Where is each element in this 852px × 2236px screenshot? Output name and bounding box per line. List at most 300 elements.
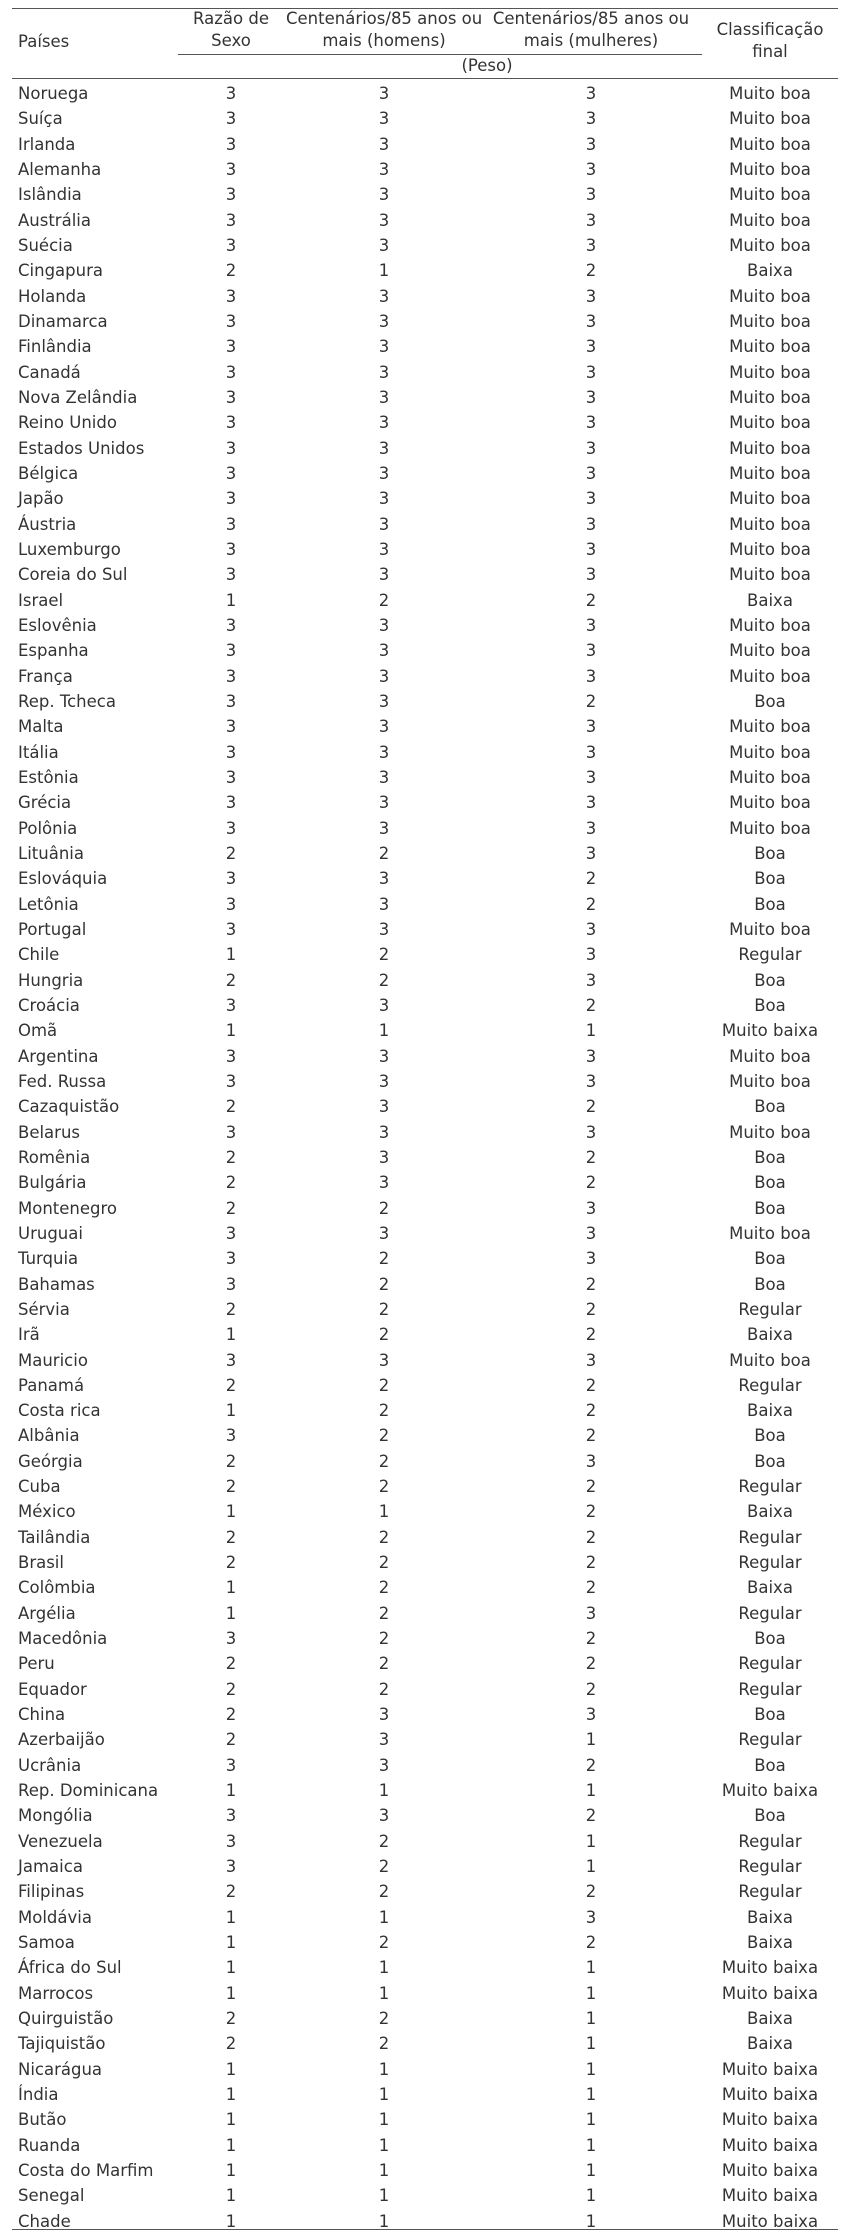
classification-cell: Boa xyxy=(754,1451,786,1471)
country-cell: Cuba xyxy=(18,1477,61,1497)
country-cell: Israel xyxy=(18,590,64,610)
country-cell: Costa do Marfim xyxy=(18,2161,154,2181)
sex-ratio-cell: 2 xyxy=(225,843,237,863)
sex-ratio-cell: 2 xyxy=(225,1477,237,1497)
classification-cell: Baixa xyxy=(747,1401,793,1421)
classification-cell: Muito boa xyxy=(729,565,811,585)
men-weight-cell: 3 xyxy=(378,1147,390,1167)
country-cell: Eslováquia xyxy=(18,869,108,889)
country-cell: Rep. Dominicana xyxy=(18,1781,159,1801)
men-weight-cell: 3 xyxy=(378,869,390,889)
header-centenarians-men: Centenários/85 anos ou mais (homens) xyxy=(286,9,483,50)
women-weight-cell: 3 xyxy=(585,1603,597,1623)
classification-cell: Regular xyxy=(738,1882,802,1902)
classification-cell: Boa xyxy=(754,1147,786,1167)
women-weight-cell: 3 xyxy=(585,1705,597,1725)
classification-cell: Muito baixa xyxy=(721,1781,819,1801)
classification-cell: Muito boa xyxy=(729,615,811,635)
country-cell: Estados Unidos xyxy=(18,438,145,458)
men-weight-cell: 3 xyxy=(378,210,390,230)
classification-cell: Muito boa xyxy=(729,185,811,205)
men-weight-cell: 2 xyxy=(378,1857,390,1877)
sex-ratio-cell: 1 xyxy=(225,2059,237,2079)
women-weight-cell: 1 xyxy=(585,1983,597,2003)
men-weight-cell: 1 xyxy=(378,2211,390,2231)
sex-ratio-cell: 3 xyxy=(225,818,237,838)
classification-cell: Muito boa xyxy=(729,641,811,661)
country-cell: Tajiquistão xyxy=(18,2034,106,2054)
women-weight-cell: 3 xyxy=(585,235,597,255)
women-weight-cell: 2 xyxy=(585,1401,597,1421)
women-weight-cell: 3 xyxy=(585,1071,597,1091)
men-weight-cell: 3 xyxy=(378,84,390,103)
classification-cell: Muito boa xyxy=(729,1350,811,1370)
men-weight-cell: 3 xyxy=(378,615,390,635)
men-weight-cell: 2 xyxy=(378,1401,390,1421)
men-weight-cell: 3 xyxy=(378,1071,390,1091)
sex-ratio-cell: 2 xyxy=(225,261,237,281)
women-weight-cell: 3 xyxy=(585,1249,597,1269)
sex-ratio-cell: 2 xyxy=(225,2034,237,2054)
men-weight-cell: 3 xyxy=(378,742,390,762)
sex-ratio-cell: 2 xyxy=(225,1299,237,1319)
classification-cell: Baixa xyxy=(747,590,793,610)
sex-ratio-cell: 3 xyxy=(225,1223,237,1243)
country-cell: França xyxy=(18,666,73,686)
classification-cell: Regular xyxy=(738,1730,802,1750)
men-weight-cell: 1 xyxy=(378,2161,390,2181)
women-weight-cell: 3 xyxy=(585,1907,597,1927)
women-weight-cell: 2 xyxy=(585,1933,597,1953)
women-weight-cell: 3 xyxy=(585,1451,597,1471)
men-weight-cell: 3 xyxy=(378,1097,390,1117)
men-weight-cell: 2 xyxy=(378,1477,390,1497)
sex-ratio-cell: 1 xyxy=(225,1578,237,1598)
country-cell: Malta xyxy=(18,717,64,737)
classification-cell: Muito boa xyxy=(729,311,811,331)
sex-ratio-cell: 3 xyxy=(225,387,237,407)
sex-ratio-cell: 1 xyxy=(225,2110,237,2130)
men-weight-cell: 2 xyxy=(378,843,390,863)
classification-cell: Muito boa xyxy=(729,1122,811,1142)
classification-cell: Baixa xyxy=(747,2034,793,2054)
women-weight-cell: 2 xyxy=(585,869,597,889)
classification-cell: Muito boa xyxy=(729,84,811,103)
country-cell: Letônia xyxy=(18,894,79,914)
women-weight-cell: 1 xyxy=(585,2211,597,2231)
country-cell: Turquia xyxy=(18,1249,79,1269)
sex-ratio-cell: 3 xyxy=(225,185,237,205)
sex-ratio-cell: 3 xyxy=(225,1071,237,1091)
women-weight-cell: 3 xyxy=(585,109,597,129)
sex-ratio-cell: 3 xyxy=(225,666,237,686)
men-weight-cell: 3 xyxy=(378,109,390,129)
classification-cell: Muito boa xyxy=(729,438,811,458)
country-cell: Suécia xyxy=(18,235,73,255)
header-bottom-rule xyxy=(12,78,838,79)
classification-cell: Boa xyxy=(754,1806,786,1826)
country-cell: Luxemburgo xyxy=(18,539,121,559)
men-weight-cell: 3 xyxy=(378,362,390,382)
country-cell: Albânia xyxy=(18,1426,80,1446)
men-weight-cell: 2 xyxy=(378,1249,390,1269)
classification-cell: Muito boa xyxy=(729,818,811,838)
country-cell: Argentina xyxy=(18,1046,99,1066)
classification-cell: Boa xyxy=(754,894,786,914)
women-weight-cell: 2 xyxy=(585,995,597,1015)
women-weight-cell: 3 xyxy=(585,539,597,559)
sex-ratio-cell: 2 xyxy=(225,1553,237,1573)
country-cell: Uruguai xyxy=(18,1223,83,1243)
country-cell: África do Sul xyxy=(18,1958,122,1978)
country-cell: Jamaica xyxy=(18,1857,83,1877)
classification-cell: Boa xyxy=(754,1198,786,1218)
men-weight-cell: 3 xyxy=(378,919,390,939)
men-weight-cell: 2 xyxy=(378,1299,390,1319)
women-weight-cell: 2 xyxy=(585,1426,597,1446)
country-cell: Croácia xyxy=(18,995,80,1015)
women-weight-cell: 3 xyxy=(585,615,597,635)
classification-cell: Regular xyxy=(738,1603,802,1623)
men-weight-cell: 2 xyxy=(378,1831,390,1851)
men-weight-cell: 3 xyxy=(378,185,390,205)
classification-cell: Boa xyxy=(754,970,786,990)
women-weight-cell: 3 xyxy=(585,1122,597,1142)
sex-ratio-cell: 3 xyxy=(225,1629,237,1649)
country-cell: Coreia do Sul xyxy=(18,565,128,585)
country-cell: Irlanda xyxy=(18,134,76,154)
classification-cell: Muito boa xyxy=(729,463,811,483)
country-cell: Nicarágua xyxy=(18,2059,103,2079)
classification-cell: Muito boa xyxy=(729,666,811,686)
sex-ratio-cell: 1 xyxy=(225,1983,237,2003)
classification-cell: Regular xyxy=(738,1857,802,1877)
men-weight-cell: 1 xyxy=(378,1907,390,1927)
men-weight-cell: 2 xyxy=(378,1426,390,1446)
country-cell: Tailândia xyxy=(18,1527,91,1547)
men-weight-cell: 3 xyxy=(378,134,390,154)
women-weight-cell: 2 xyxy=(585,1882,597,1902)
women-weight-cell: 3 xyxy=(585,84,597,103)
women-weight-cell: 1 xyxy=(585,1958,597,1978)
men-weight-cell: 3 xyxy=(378,463,390,483)
sex-ratio-cell: 2 xyxy=(225,2009,237,2029)
classification-cell: Regular xyxy=(738,1831,802,1851)
sex-ratio-cell: 3 xyxy=(225,615,237,635)
country-cell: Grécia xyxy=(18,793,72,813)
country-cell: Canadá xyxy=(18,362,81,382)
men-weight-cell: 3 xyxy=(378,641,390,661)
classification-cell: Boa xyxy=(754,1705,786,1725)
sex-ratio-cell: 2 xyxy=(225,1679,237,1699)
classification-cell: Muito boa xyxy=(729,286,811,306)
women-weight-cell: 3 xyxy=(585,1223,597,1243)
sex-ratio-cell: 3 xyxy=(225,362,237,382)
men-weight-cell: 3 xyxy=(378,691,390,711)
country-cell: Lituânia xyxy=(18,843,84,863)
classification-cell: Muito boa xyxy=(729,1071,811,1091)
country-cell: Brasil xyxy=(18,1553,64,1573)
country-cell: Alemanha xyxy=(18,159,102,179)
women-weight-cell: 2 xyxy=(585,1654,597,1674)
women-weight-cell: 2 xyxy=(585,1097,597,1117)
sex-ratio-cell: 3 xyxy=(225,1274,237,1294)
classification-cell: Muito baixa xyxy=(721,2059,819,2079)
sex-ratio-cell: 3 xyxy=(225,894,237,914)
men-weight-cell: 3 xyxy=(378,1046,390,1066)
country-cell: Sérvia xyxy=(18,1299,70,1319)
men-weight-cell: 1 xyxy=(378,2110,390,2130)
classification-cell: Muito boa xyxy=(729,717,811,737)
men-weight-cell: 3 xyxy=(378,995,390,1015)
sex-ratio-cell: 3 xyxy=(225,1426,237,1446)
men-weight-cell: 3 xyxy=(378,438,390,458)
sex-ratio-cell: 3 xyxy=(225,919,237,939)
country-cell: Noruega xyxy=(18,84,89,103)
men-weight-cell: 2 xyxy=(378,2034,390,2054)
sex-ratio-cell: 1 xyxy=(225,1907,237,1927)
sex-ratio-cell: 3 xyxy=(225,767,237,787)
men-weight-cell: 3 xyxy=(378,489,390,509)
women-weight-cell: 3 xyxy=(585,767,597,787)
country-cell: Geórgia xyxy=(18,1451,83,1471)
women-weight-cell: 3 xyxy=(585,185,597,205)
country-cell: Marrocos xyxy=(18,1983,94,2003)
women-weight-cell: 1 xyxy=(585,1730,597,1750)
country-cell: Chile xyxy=(18,945,60,965)
classification-cell: Regular xyxy=(738,1654,802,1674)
country-cell: Áustria xyxy=(18,514,77,534)
men-weight-cell: 2 xyxy=(378,1325,390,1345)
country-cell: Nova Zelândia xyxy=(18,387,138,407)
sex-ratio-cell: 3 xyxy=(225,539,237,559)
women-weight-cell: 2 xyxy=(585,1553,597,1573)
men-weight-cell: 1 xyxy=(378,1021,390,1041)
country-cell: Peru xyxy=(18,1654,55,1674)
classification-cell: Boa xyxy=(754,1755,786,1775)
country-cell: Colômbia xyxy=(18,1578,96,1598)
header-country: Países xyxy=(18,32,70,51)
classification-cell: Regular xyxy=(738,945,802,965)
classification-cell: Regular xyxy=(738,1375,802,1395)
men-weight-cell: 2 xyxy=(378,1375,390,1395)
classification-cell: Muito boa xyxy=(729,767,811,787)
women-weight-cell: 2 xyxy=(585,1679,597,1699)
sex-ratio-cell: 3 xyxy=(225,995,237,1015)
sex-ratio-cell: 3 xyxy=(225,463,237,483)
classification-cell: Baixa xyxy=(747,1325,793,1345)
country-cell: Venezuela xyxy=(18,1831,103,1851)
sex-ratio-cell: 3 xyxy=(225,337,237,357)
men-weight-cell: 3 xyxy=(378,1223,390,1243)
country-cell: Estônia xyxy=(18,767,79,787)
men-weight-cell: 2 xyxy=(378,1882,390,1902)
sex-ratio-cell: 3 xyxy=(225,1249,237,1269)
women-weight-cell: 1 xyxy=(585,2135,597,2155)
sex-ratio-cell: 3 xyxy=(225,869,237,889)
women-weight-cell: 3 xyxy=(585,438,597,458)
classification-cell: Boa xyxy=(754,843,786,863)
classification-cell: Boa xyxy=(754,995,786,1015)
classification-cell: Muito baixa xyxy=(721,2211,819,2231)
sex-ratio-cell: 3 xyxy=(225,1350,237,1370)
sex-ratio-cell: 3 xyxy=(225,742,237,762)
men-weight-cell: 3 xyxy=(378,1173,390,1193)
women-weight-cell: 2 xyxy=(585,691,597,711)
country-cell: Cingapura xyxy=(18,261,103,281)
sex-ratio-cell: 3 xyxy=(225,134,237,154)
country-cell: Chade xyxy=(18,2211,71,2231)
classification-cell: Muito boa xyxy=(729,210,811,230)
women-weight-cell: 1 xyxy=(585,1857,597,1877)
country-cell: Belarus xyxy=(18,1122,81,1142)
sex-ratio-cell: 3 xyxy=(225,514,237,534)
men-weight-cell: 2 xyxy=(378,2009,390,2029)
women-weight-cell: 3 xyxy=(585,1198,597,1218)
country-cell: Hungria xyxy=(18,970,84,990)
women-weight-cell: 2 xyxy=(585,590,597,610)
country-cell: Irã xyxy=(18,1325,40,1345)
men-weight-cell: 2 xyxy=(378,1553,390,1573)
women-weight-cell: 3 xyxy=(585,1046,597,1066)
classification-cell: Muito boa xyxy=(729,1046,811,1066)
header-weight-label: (Peso) xyxy=(461,56,513,75)
country-cell: Senegal xyxy=(18,2186,85,2206)
women-weight-cell: 1 xyxy=(585,2186,597,2206)
men-weight-cell: 1 xyxy=(378,2085,390,2105)
sex-ratio-cell: 3 xyxy=(225,1857,237,1877)
men-weight-cell: 2 xyxy=(378,1679,390,1699)
classification-cell: Muito baixa xyxy=(721,2110,819,2130)
sex-ratio-cell: 3 xyxy=(225,159,237,179)
women-weight-cell: 1 xyxy=(585,2059,597,2079)
classification-cell: Muito boa xyxy=(729,337,811,357)
men-weight-cell: 1 xyxy=(378,2059,390,2079)
women-weight-cell: 2 xyxy=(585,1806,597,1826)
sex-ratio-cell: 1 xyxy=(225,1603,237,1623)
country-cell: Eslovênia xyxy=(18,615,97,635)
men-weight-cell: 1 xyxy=(378,261,390,281)
country-cell: Bélgica xyxy=(18,463,79,483)
country-cell: Índia xyxy=(18,2085,59,2105)
men-weight-cell: 3 xyxy=(378,413,390,433)
women-weight-cell: 2 xyxy=(585,1274,597,1294)
men-weight-cell: 1 xyxy=(378,1983,390,2003)
classification-cell: Baixa xyxy=(747,1907,793,1927)
country-cell: Samoa xyxy=(18,1933,75,1953)
sex-ratio-cell: 1 xyxy=(225,1325,237,1345)
country-cell: Montenegro xyxy=(18,1198,118,1218)
classification-cell: Muito boa xyxy=(729,235,811,255)
classification-cell: Boa xyxy=(754,1274,786,1294)
sex-ratio-cell: 3 xyxy=(225,109,237,129)
women-weight-cell: 1 xyxy=(585,2110,597,2130)
sex-ratio-cell: 3 xyxy=(225,1122,237,1142)
classification-cell: Regular xyxy=(738,1553,802,1573)
men-weight-cell: 3 xyxy=(378,793,390,813)
sex-ratio-cell: 2 xyxy=(225,1451,237,1471)
women-weight-cell: 2 xyxy=(585,1502,597,1522)
women-weight-cell: 3 xyxy=(585,463,597,483)
women-weight-cell: 2 xyxy=(585,1477,597,1497)
women-weight-cell: 2 xyxy=(585,1375,597,1395)
sex-ratio-cell: 2 xyxy=(225,1173,237,1193)
sex-ratio-cell: 3 xyxy=(225,311,237,331)
classification-cell: Baixa xyxy=(747,261,793,281)
country-cell: Polônia xyxy=(18,818,78,838)
classification-cell: Muito baixa xyxy=(721,1958,819,1978)
men-weight-cell: 3 xyxy=(378,514,390,534)
sex-ratio-cell: 3 xyxy=(225,210,237,230)
classification-cell: Muito boa xyxy=(729,134,811,154)
sex-ratio-cell: 1 xyxy=(225,590,237,610)
men-weight-cell: 2 xyxy=(378,1198,390,1218)
women-weight-cell: 3 xyxy=(585,311,597,331)
men-weight-cell: 1 xyxy=(378,1958,390,1978)
country-cell: Azerbaijão xyxy=(18,1730,105,1750)
sex-ratio-cell: 3 xyxy=(225,691,237,711)
men-weight-cell: 2 xyxy=(378,1274,390,1294)
sex-ratio-cell: 3 xyxy=(225,1806,237,1826)
women-weight-cell: 3 xyxy=(585,413,597,433)
classification-cell: Boa xyxy=(754,1249,786,1269)
classification-cell: Boa xyxy=(754,691,786,711)
men-weight-cell: 2 xyxy=(378,1603,390,1623)
sex-ratio-cell: 1 xyxy=(225,1502,237,1522)
women-weight-cell: 1 xyxy=(585,1831,597,1851)
men-weight-cell: 3 xyxy=(378,1122,390,1142)
classification-cell: Regular xyxy=(738,1527,802,1547)
men-weight-cell: 3 xyxy=(378,1806,390,1826)
men-weight-cell: 3 xyxy=(378,539,390,559)
country-cell: Islândia xyxy=(18,185,82,205)
men-weight-cell: 1 xyxy=(378,2135,390,2155)
women-weight-cell: 3 xyxy=(585,286,597,306)
sex-ratio-cell: 1 xyxy=(225,1958,237,1978)
women-weight-cell: 3 xyxy=(585,843,597,863)
women-weight-cell: 1 xyxy=(585,2034,597,2054)
women-weight-cell: 3 xyxy=(585,666,597,686)
sex-ratio-cell: 1 xyxy=(225,1781,237,1801)
country-cell: Espanha xyxy=(18,641,89,661)
country-cell: Omã xyxy=(18,1021,58,1041)
men-weight-cell: 3 xyxy=(378,818,390,838)
classification-cell: Muito boa xyxy=(729,413,811,433)
sex-ratio-cell: 3 xyxy=(225,565,237,585)
sex-ratio-cell: 3 xyxy=(225,641,237,661)
sex-ratio-cell: 3 xyxy=(225,84,237,103)
women-weight-cell: 1 xyxy=(585,2085,597,2105)
country-cell: Mongólia xyxy=(18,1806,93,1826)
country-cell: Ruanda xyxy=(18,2135,81,2155)
men-weight-cell: 2 xyxy=(378,1527,390,1547)
classification-cell: Baixa xyxy=(747,1502,793,1522)
country-cell: Dinamarca xyxy=(18,311,108,331)
classification-cell: Muito baixa xyxy=(721,2135,819,2155)
women-weight-cell: 3 xyxy=(585,717,597,737)
women-weight-cell: 3 xyxy=(585,945,597,965)
country-cell: Japão xyxy=(18,489,64,509)
classification-cell: Boa xyxy=(754,869,786,889)
sex-ratio-cell: 3 xyxy=(225,717,237,737)
men-weight-cell: 3 xyxy=(378,311,390,331)
sex-ratio-cell: 1 xyxy=(225,2085,237,2105)
men-weight-cell: 3 xyxy=(378,159,390,179)
classification-cell: Muito baixa xyxy=(721,2085,819,2105)
women-weight-cell: 3 xyxy=(585,565,597,585)
classification-cell: Regular xyxy=(738,1477,802,1497)
sex-ratio-cell: 2 xyxy=(225,1654,237,1674)
